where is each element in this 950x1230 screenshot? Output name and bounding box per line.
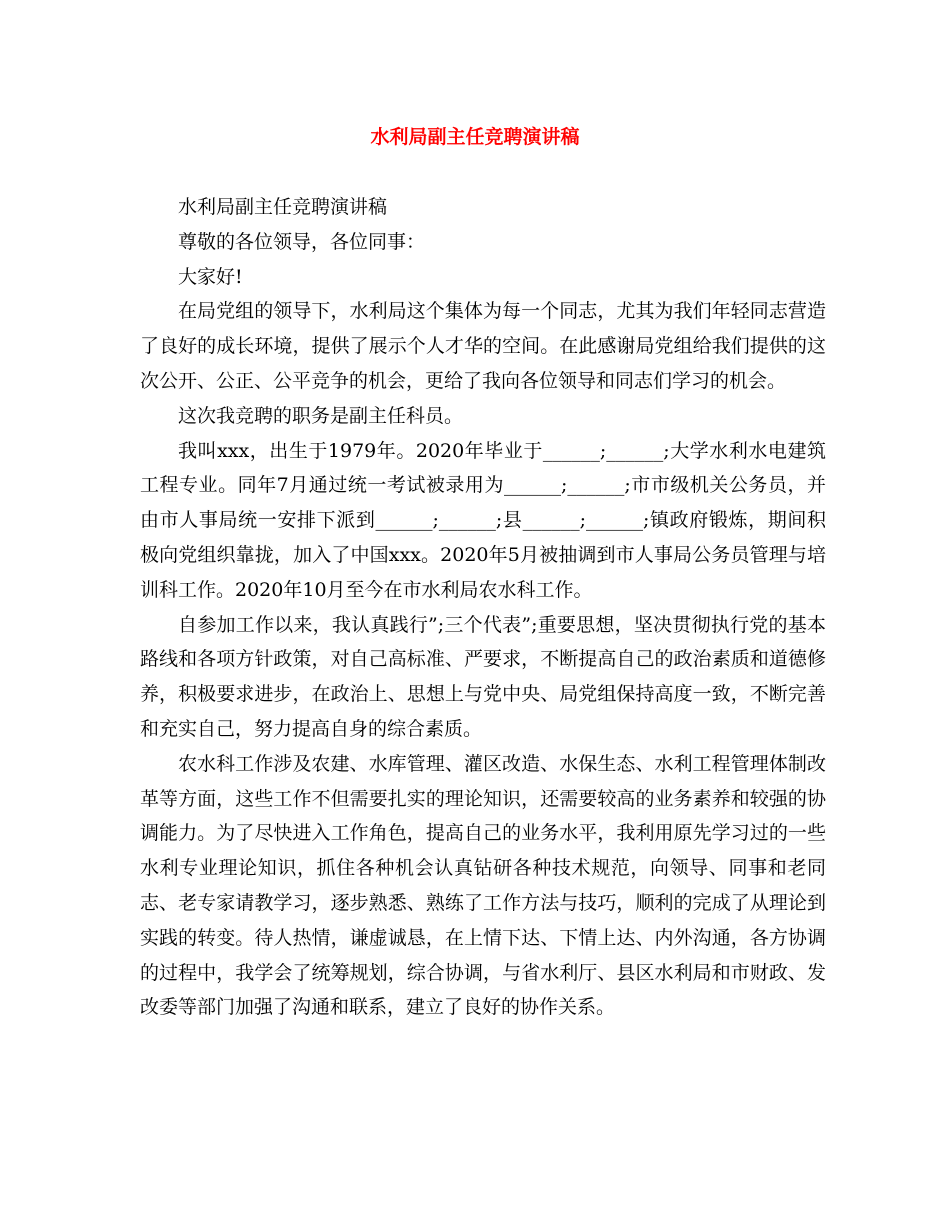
paragraph-work: 农水科工作涉及农建、水库管理、灌区改造、水保生态、水利工程管理体制改革等方面，这些工作不但需要扎实的理论知识，还需要较高的业务素养和较强的协调能力。为了尽快进入工作角色，提高自己的业务水平，我利用原先学习过的一些水利专业理论知识，抓住各种机会认真钻研各种技术规范，向领导、同事和老同志、老专家请教学习，逐步熟悉、熟练了工作方法与技巧，顺利的完成了从理论到实践的转变。待人热情，谦虚诚恳，在上情下达、下情上达、内外沟通，各方协调的过程中，我学会了统筹规划，综合协调，与省水利厅、县区水利局和市财政、发改委等部门加强了沟通和联系，建立了良好的协作关系。	[140, 752, 826, 1019]
paragraph-introduction: 在局党组的领导下，水利局这个集体为每一个同志，尤其为我们年轻同志营造了良好的成长环境，提供了展示个人才华的空间。在此感谢局党组给我们提供的这次公开、公正、公平竞争的机会，更给了我向各位领导和同志们学习的机会。	[140, 300, 826, 392]
document-title: 水利局副主任竞聘演讲稿	[370, 126, 580, 148]
paragraph-position: 这次我竞聘的职务是副主任科员。	[178, 404, 464, 427]
paragraph-salutation: 尊敬的各位领导，各位同事：	[178, 230, 426, 253]
paragraph-background: 我叫xxx，出生于1979年。2020年毕业于______;______;大学水利水电建筑工程专业。同年7月通过统一考试被录用为______;______;市市级机关公务员，并由市人事局统一安排下派到______;______;县______;______;镇政府锻炼，期间积极向党组织靠拢，加入了中国xxx。2020年5月被抽调到市人事局公务员管理与培训科工作。2020年10月至今在市水利局农水科工作。	[140, 439, 826, 601]
paragraph-greeting: 大家好!	[178, 265, 243, 288]
paragraph-heading: 水利局副主任竞聘演讲稿	[178, 196, 388, 218]
document-body	[140, 190, 826, 1025]
paragraph-political: 自参加工作以来，我认真践行”;三个代表”;重要思想，坚决贯彻执行党的基本路线和各项方针政策，对自己高标准、严要求，不断提高自己的政治素质和道德修养，积极要求进步，在政治上、思想上与党中央、局党组保持高度一致，不断完善和充实自己，努力提高自身的综合素质。	[140, 613, 826, 740]
